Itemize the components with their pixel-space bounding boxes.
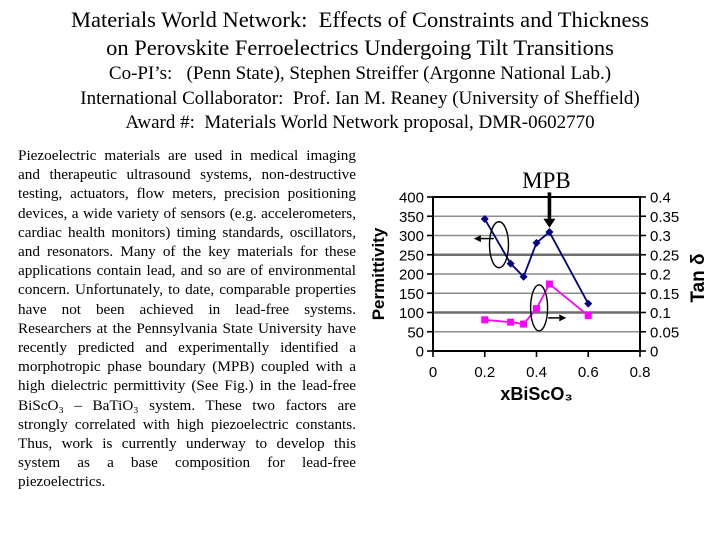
y-right-tick-label: 0.4 (650, 189, 671, 207)
x-tick-label: 0.2 (474, 364, 496, 381)
mpb-label: MPB (522, 168, 571, 193)
y-right-tick-label: 0.05 (650, 324, 680, 342)
data-point-diamond (584, 300, 592, 308)
data-point-square (481, 316, 488, 323)
y-right-tick-label: 0.15 (650, 285, 680, 303)
y-left-tick-label: 0 (415, 343, 424, 361)
y-left-tick-label: 200 (398, 266, 424, 284)
title-line-1: Materials World Network: Effects of Constraints and Thickness (70, 7, 650, 32)
y-axis-title-left: Permittivity (370, 227, 388, 321)
award-line: Award #: Materials World Network proposal, DMR-0602770 (125, 112, 595, 133)
y-left-tick-label: 350 (398, 208, 424, 226)
x-tick-label: 0.8 (629, 364, 651, 381)
series-line-1 (485, 284, 589, 324)
title-line-2: on Perovskite Ferroelectrics Undergoing Tilt Transitions (106, 35, 614, 60)
y-right-tick-label: 0.25 (650, 247, 680, 265)
data-point-square (507, 319, 514, 326)
chart-figure (370, 138, 720, 420)
x-tick-label: 0.6 (577, 364, 599, 381)
y-right-tick-label: 0.3 (650, 228, 671, 245)
title-block (0, 6, 720, 136)
y-left-tick-label: 400 (398, 189, 424, 207)
data-point-square (546, 281, 553, 288)
arrow-to-right-axis-head (559, 314, 566, 321)
x-tick-label: 0.4 (526, 364, 547, 381)
body-paragraph: Piezoelectric materials are used in medical imaging and therapeutic ultrasound systems, non-destructive testing, actuators, flow meters, precision positioning devices, a wide variety of sensors (e.g. accelerometers, cardiac health monitors) timing standards, oscillators, and resonators. Many of the key materials for these applications contain lead, and so are of environmental concern. Unfortunately, to date, comparable properties have not been achieved in lead-free systems. Researchers at the Pennsylvania State University have recently predicted and experimentally identified a morphotropic phase boundary (MPB) coupled with a high dielectric permittivity (See Fig.) in the lead-free BiScO₃ – BaTiO₃ system. These two factors are strongly correlated with high piezoelectric constants. Thus, work is currently underway to develop this system as a base composition for lead-free piezoelectrics. (18, 147, 356, 491)
y-axis-title-right: Tan δ (688, 253, 709, 303)
y-right-tick-label: 0.35 (650, 208, 680, 226)
collaborator-line: International Collaborator: Prof. Ian M. Reaney (University of Sheffield) (80, 87, 640, 109)
y-left-tick-label: 250 (398, 247, 424, 265)
y-left-tick-label: 150 (398, 285, 424, 303)
x-tick-label: 0 (428, 364, 438, 381)
y-right-tick-label: 0.2 (650, 266, 671, 284)
data-point-square (520, 321, 527, 328)
series-line-0 (485, 219, 589, 304)
y-left-tick-label: 50 (407, 324, 424, 342)
mpb-down-arrow-head (543, 219, 555, 228)
data-point-square (585, 312, 592, 319)
permittivity-tand-chart (370, 138, 720, 420)
data-point-square (533, 305, 540, 312)
y-left-tick-label: 300 (398, 228, 424, 245)
x-axis-title: xBiScO₃ (500, 384, 573, 404)
y-right-tick-label: 0.1 (650, 305, 671, 322)
y-left-tick-label: 100 (398, 305, 424, 322)
co-pi-line: Co-PI’s: (Penn State), Stephen Streiffer (Argonne National Lab.) (108, 63, 612, 84)
y-right-tick-label: 0 (650, 343, 659, 361)
